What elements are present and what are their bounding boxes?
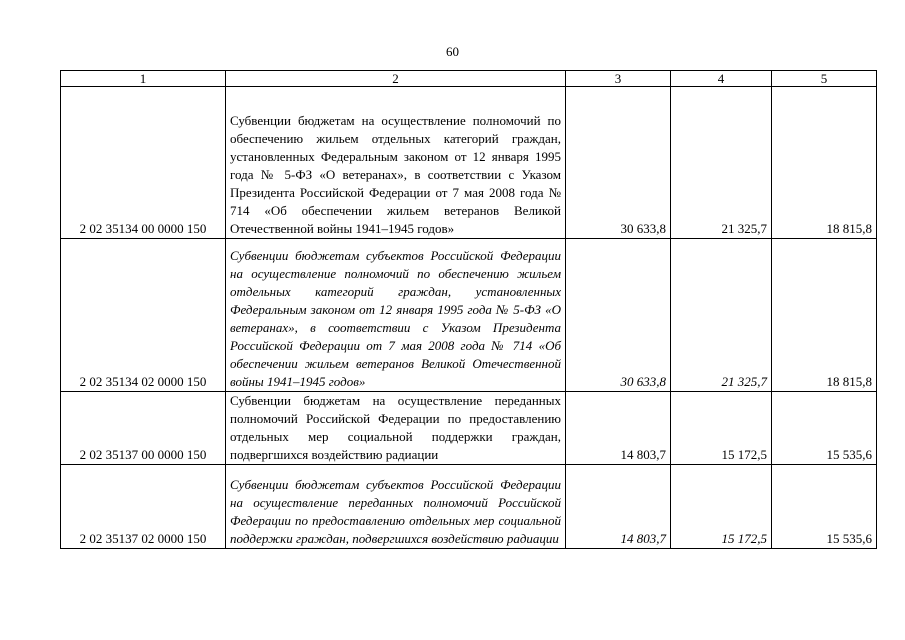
amount-col-4: 15 172,5 (671, 392, 772, 465)
amount-col-4: 15 172,5 (671, 465, 772, 549)
page-number: 60 (446, 44, 459, 59)
budget-code: 2 02 35134 00 0000 150 (61, 87, 226, 239)
header-col-5: 5 (772, 71, 877, 87)
budget-description: Субвенции бюджетам на осуществление полномочий по обеспечению жильем отдельных категорий граждан, установленных Федеральным законом от 12 января 1995 года № 5-ФЗ «О ветеранах», в соответствии с Указом Президента Российской Федерации от 7 мая 2008 года № 714 «Об обеспечении жильем ветеранов Великой Отечественной войны 1941–1945 годов» (226, 87, 566, 239)
amount-col-4: 21 325,7 (671, 87, 772, 239)
amount-col-3: 14 803,7 (566, 465, 671, 549)
budget-code: 2 02 35134 02 0000 150 (61, 239, 226, 392)
amount-col-3: 14 803,7 (566, 392, 671, 465)
header-col-2: 2 (226, 71, 566, 87)
table-row (61, 87, 877, 239)
header-col-3: 3 (566, 71, 671, 87)
budget-code: 2 02 35137 00 0000 150 (61, 392, 226, 465)
budget-table (60, 70, 877, 549)
header-col-1: 1 (61, 71, 226, 87)
table-header-row (61, 71, 877, 87)
budget-description: Субвенции бюджетам субъектов Российской Федерации на осуществление полномочий по обеспечению жильем отдельных категорий граждан, установленных Федеральным законом от 12 января 1995 года № 5-ФЗ «О ветеранах», в соответствии с Указом Президента Российской Федерации от 7 мая 2008 года № 714 «Об обеспечении жильем ветеранов Великой Отечественной войны 1941–1945 годов» (226, 239, 566, 392)
amount-col-3: 30 633,8 (566, 87, 671, 239)
budget-code: 2 02 35137 02 0000 150 (61, 465, 226, 549)
table-row (61, 239, 877, 392)
header-col-4: 4 (671, 71, 772, 87)
amount-col-5: 15 535,6 (772, 392, 877, 465)
table-row (61, 392, 877, 465)
budget-description: Субвенции бюджетам на осуществление переданных полномочий Российской Федерации по предоставлению отдельных мер социальной поддержки граждан, подвергшихся воздействию радиации (226, 392, 566, 465)
budget-description: Субвенции бюджетам субъектов Российской Федерации на осуществление переданных полномочий Российской Федерации по предоставлению отдельных мер социальной поддержки граждан, подвергшихся воздействию радиации (226, 465, 566, 549)
amount-col-5: 15 535,6 (772, 465, 877, 549)
amount-col-4: 21 325,7 (671, 239, 772, 392)
amount-col-3: 30 633,8 (566, 239, 671, 392)
amount-col-5: 18 815,8 (772, 239, 877, 392)
amount-col-5: 18 815,8 (772, 87, 877, 239)
table-row (61, 465, 877, 549)
